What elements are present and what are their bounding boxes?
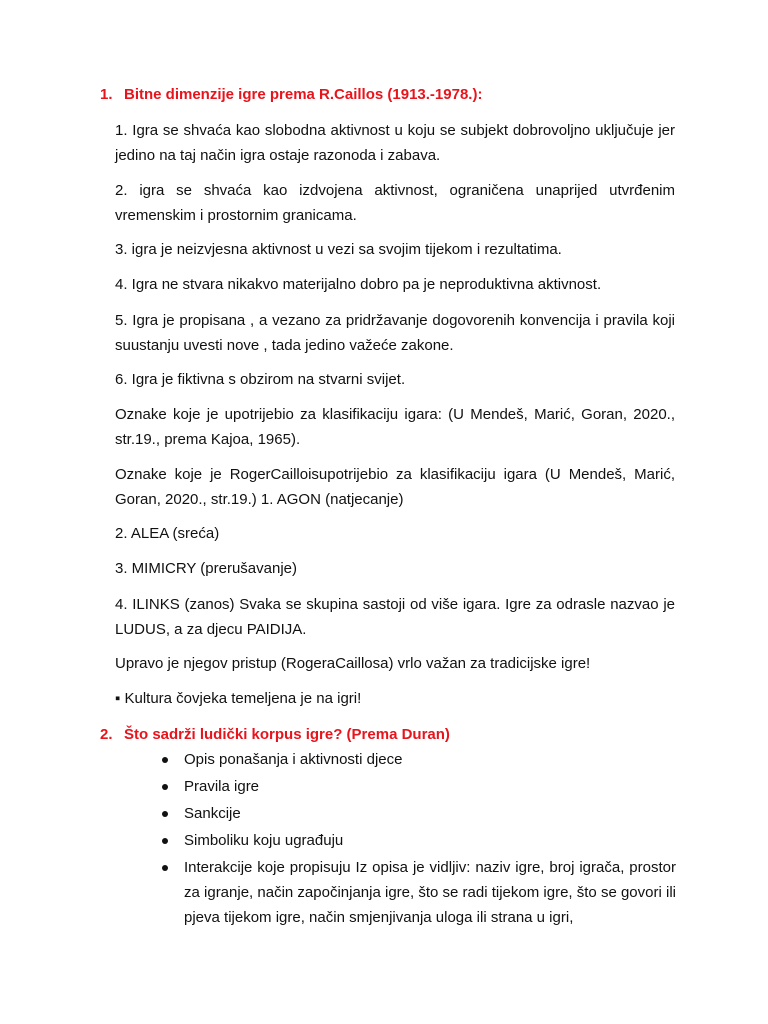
paragraph-3: 3. igra je neizvjesna aktivnost u vezi sa svojim tijekom i rezultatima. — [115, 241, 562, 258]
section-2-heading — [100, 726, 450, 743]
paragraph-7: Oznake koje je upotrijebio za klasifikaciju igara: (U Mendeš, Marić, Goran, 2020., str.19., prema Kajoa, 1965). — [115, 406, 675, 448]
list-item — [160, 801, 676, 826]
list-item-text: Sankcije — [184, 805, 241, 822]
paragraph-2: 2. igra se shvaća kao izdvojena aktivnost, ograničena unaprijed utvrđenim vremenskim i prostornim granicama. — [115, 182, 675, 224]
paragraph-10: 3. MIMICRY (prerušavanje) — [115, 560, 298, 577]
bullet-icon — [162, 838, 168, 844]
section-2-number: 2. — [100, 726, 113, 743]
paragraph-8: Oznake koje je RogerCailloisupotrijebio za klasifikaciju igara (U Mendeš, Marić, Goran, 2020., str.19.) 1. AGON (natjecanje) — [115, 466, 675, 508]
list-item — [160, 747, 676, 772]
paragraph-11: 4. ILINKS (zanos) Svaka se skupina sastoji od više igara. Igre za odrasle nazvao je LUDUS, a za djecu PAIDIJA. — [115, 596, 675, 638]
list-item — [160, 774, 676, 799]
bullet-icon — [162, 811, 168, 817]
list-item-text: Pravila igre — [184, 778, 260, 795]
list-item-text: Interakcije koje propisuju Iz opisa je vidljiv: naziv igre, broj igrača, prostor za igranje, način započinjanja igre, što se radi tijekom igre, što se govori ili pjeva tijekom igre, način smjenjivanja uloga ili strana u igri, — [184, 859, 676, 926]
paragraph-4: 4. Igra ne stvara nikakvo materijalno dobro pa je neproduktivna aktivnost. — [115, 276, 602, 293]
section-1-number: 1. — [100, 86, 113, 103]
paragraph-13: ▪ Kultura čovjeka temeljena je na igri! — [115, 690, 362, 707]
paragraph-1: 1. Igra se shvaća kao slobodna aktivnost u koju se subjekt dobrovoljno uključuje jer jedino na taj način igra ostaje razonoda i zabava. — [115, 122, 675, 164]
list-item — [160, 855, 676, 930]
bullet-icon — [162, 865, 168, 871]
section-2-title: Što sadrži ludički korpus igre? (Prema Duran) — [124, 726, 450, 743]
paragraph-9: 2. ALEA (sreća) — [115, 525, 220, 542]
paragraph-6: 6. Igra je fiktivna s obzirom na stvarni svijet. — [115, 371, 406, 388]
paragraph-12: Upravo je njegov pristup (RogeraCaillosa) vrlo važan za tradicijske igre! — [115, 655, 591, 672]
list-item-text: Simboliku koju ugrađuju — [184, 832, 344, 849]
bullet-icon — [162, 784, 168, 790]
list-item-text: Opis ponašanja i aktivnosti djece — [184, 751, 403, 768]
section-1-title: Bitne dimenzije igre prema R.Caillos (1913.-1978.): — [124, 86, 483, 103]
list-item — [160, 828, 676, 853]
section-1-heading — [100, 86, 482, 103]
paragraph-5: 5. Igra je propisana , a vezano za pridržavanje dogovorenih konvencija i pravila koji suustanju uvesti nove , tada jedino važeće zakone. — [115, 312, 675, 354]
bullet-list — [160, 747, 676, 932]
bullet-icon — [162, 757, 168, 763]
